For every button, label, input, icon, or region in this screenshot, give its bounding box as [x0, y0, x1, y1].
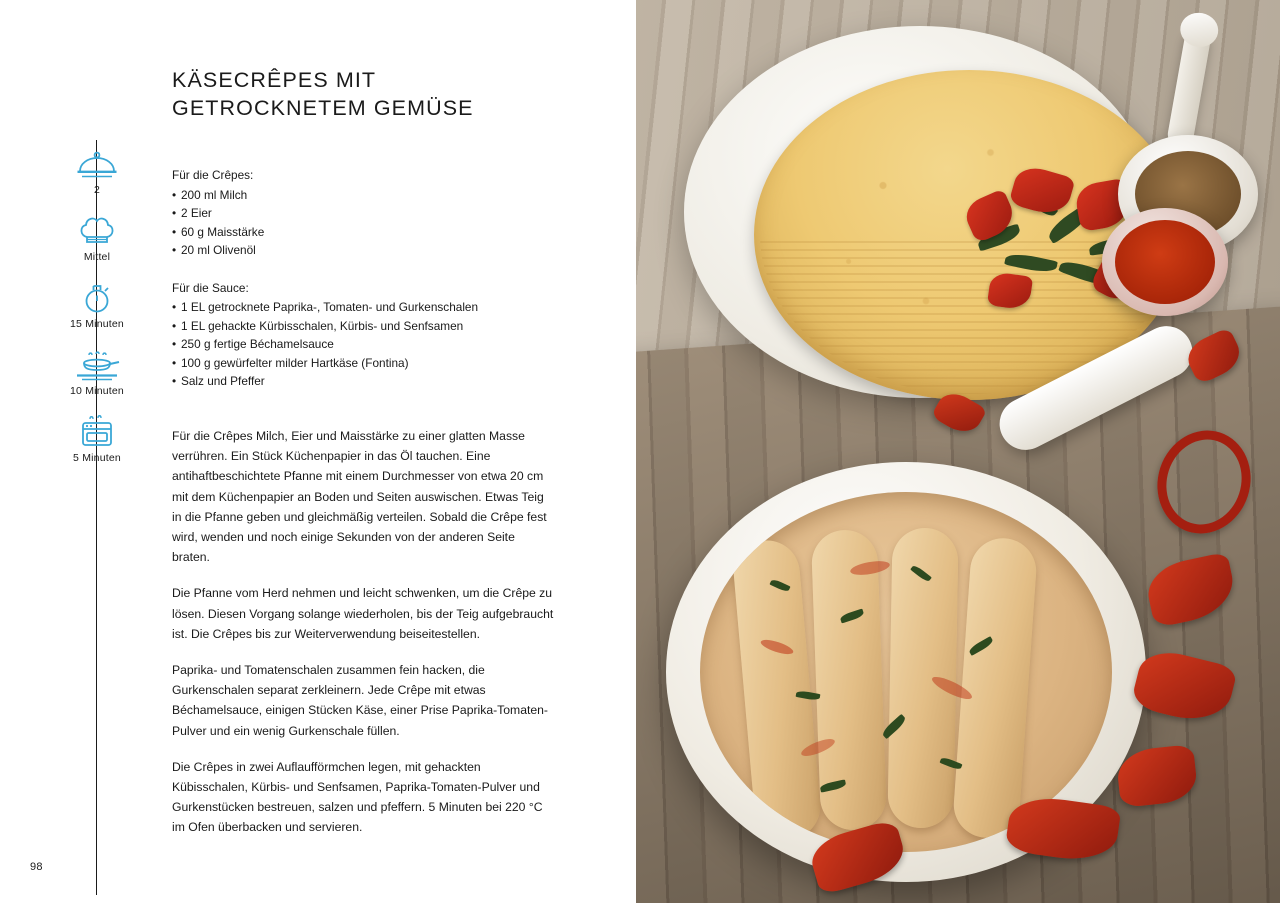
ingredient-group — [172, 279, 572, 391]
bullet-glyph: • — [172, 337, 177, 351]
meta-difficulty-label: Mittel — [83, 251, 111, 263]
instruction-paragraph: Die Pfanne vom Herd nehmen und leicht schwenken, um die Crêpe zu lösen. Diesen Vorgang solange wiederholen, bis der Teig aufgebraucht ist. Die Crêpes bis zur Weiterverwendung beiseitestellen. — [172, 586, 554, 641]
ingredient-text: Salz und Pfeffer — [181, 374, 265, 388]
ingredient-item — [172, 204, 572, 223]
bullet-glyph: • — [172, 206, 177, 220]
herb-leaf — [1004, 251, 1058, 276]
bullet-glyph: • — [172, 300, 177, 314]
ingredient-text: 2 Eier — [181, 206, 212, 220]
bullet-glyph: • — [172, 374, 177, 388]
ingredient-text: 60 g Maisstärke — [181, 224, 265, 239]
chef-hat-icon — [54, 215, 140, 247]
dried-pepper-piece — [987, 271, 1033, 311]
paprika-powder-contents — [1115, 220, 1215, 304]
right-photo-page — [636, 0, 1280, 903]
serving-dome-icon — [54, 148, 140, 180]
meta-servings — [54, 148, 140, 196]
ingredient-group — [172, 166, 572, 260]
recipe-meta-column — [54, 148, 140, 483]
bullet-glyph: • — [172, 243, 177, 257]
ingredient-item — [172, 317, 572, 336]
ingredient-text: 200 ml Milch — [181, 187, 248, 202]
page-title — [172, 66, 592, 122]
instruction-paragraph: Die Crêpes in zwei Auflaufförmchen legen, mit gehackten Kübisschalen, Kürbis- und Senfsamen, Paprika-Tomaten-Pulver und Gurkenstücken bestreuen, salzen und pfeffern. 5 Minuten bei 220 °C im Ofen überbacken und servieren. — [172, 759, 543, 835]
recipe-title-line-2: GETROCKNETEM GEMÜSE — [172, 96, 474, 120]
ingredients-section — [172, 166, 572, 410]
bullet-glyph: • — [172, 318, 177, 333]
ingredient-text: 20 ml Olivenöl — [181, 243, 256, 257]
stopwatch-icon — [54, 282, 140, 314]
meta-cook-time — [54, 349, 140, 397]
ingredient-item — [172, 223, 572, 242]
meta-oven-time-label: 5 Minuten — [73, 452, 121, 464]
instructions-section — [172, 426, 554, 854]
meta-cook-time-label: 10 Minuten — [70, 385, 124, 397]
page-number: 98 — [30, 861, 43, 873]
oven-icon — [54, 416, 140, 448]
meta-oven-time — [54, 416, 140, 464]
ingredient-text: 1 EL gehackte Kürbisschalen, Kürbis- und Senfsamen — [181, 318, 464, 333]
meta-prep-time-label: 15 Minuten — [70, 318, 124, 330]
ingredient-item — [172, 241, 572, 260]
ceramic-spoon — [1166, 27, 1212, 150]
bullet-glyph: • — [172, 224, 177, 239]
ingredient-text: 1 EL getrocknete Paprika-, Tomaten- und Gurkenschalen — [181, 300, 479, 314]
bullet-glyph: • — [172, 355, 177, 370]
recipe-photograph — [636, 0, 1280, 903]
meta-prep-time — [54, 282, 140, 330]
ingredient-group-heading: Für die Sauce: — [172, 280, 249, 295]
ingredient-item — [172, 335, 572, 354]
recipe-title-line-1: KÄSECRÊPES MIT — [172, 68, 377, 92]
bullet-glyph: • — [172, 187, 177, 202]
ingredient-group-heading: Für die Crêpes: — [172, 168, 254, 182]
crepe-plate — [684, 26, 1156, 398]
ingredient-text: 250 g fertige Béchamelsauce — [181, 337, 334, 351]
instruction-paragraph: Für die Crêpes Milch, Eier und Maisstärke zu einer glatten Masse verrühren. Ein Stück Küchenpapier in das Öl tauchen. Eine antihaftbeschichtete Pfanne mit einem Durchmesser von etwa 20 cm mit dem Küchenpapier an Boden und Seiten auswischen. Etwas Teig in die Pfanne geben und gleichmäßig verteilen. Sobald die Crêpe fest wird, wenden und noch einige Sekunden von der anderen Seite braten. — [172, 429, 547, 565]
ingredient-item — [172, 186, 572, 205]
stovetop-pan-icon — [54, 349, 140, 381]
paprika-powder-bowl — [1102, 208, 1228, 316]
instruction-paragraph: Paprika- und Tomatenschalen zusammen fein hacken, die Gurkenschalen separat zerkleinern. Jede Crêpe mit etwas Béchamelsauce, einigen Stücken Käse, einer Prise Paprika-Tomaten-Pulver und ein wenig Gurkenschale füllen. — [172, 663, 548, 738]
ingredient-item — [172, 354, 572, 373]
left-text-page — [0, 0, 636, 903]
ingredient-text: 100 g gewürfelter milder Hartkäse (Fontina) — [181, 355, 409, 370]
ingredient-item — [172, 372, 572, 391]
meta-difficulty — [54, 215, 140, 263]
ingredient-item — [172, 298, 572, 317]
meta-servings-label: 2 — [93, 184, 101, 196]
